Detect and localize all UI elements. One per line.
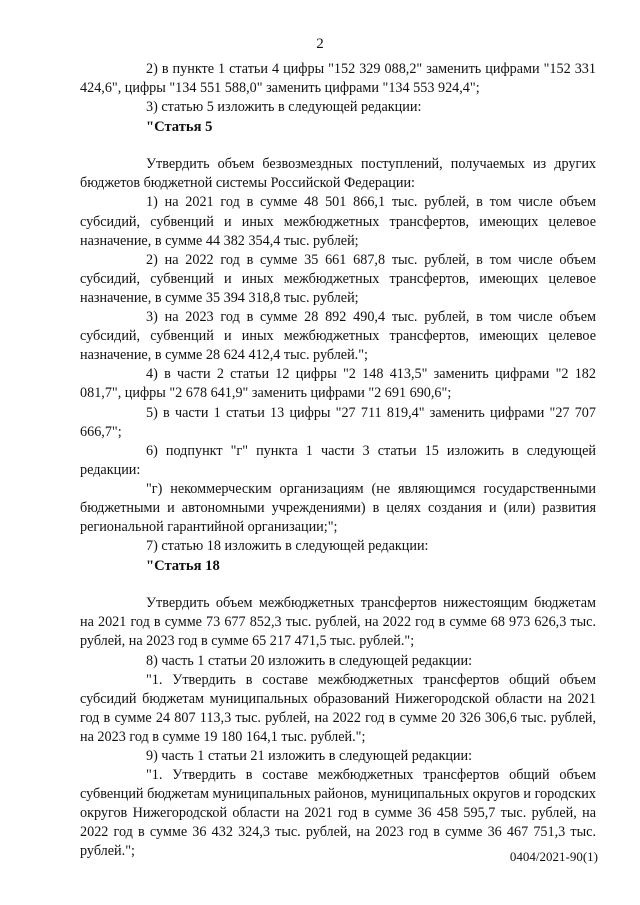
spacer: [80, 137, 596, 155]
paragraph-item-5: 5) в части 1 статьи 13 цифры "27 711 819,4" заменить цифрами "27 707 666,7";: [80, 404, 596, 440]
paragraph-2023: 3) на 2023 год в сумме 28 892 490,4 тыс. рублей, в том числе объем субсидий, субвенций и иных межбюджетных трансфертов, имеющих целевое назначение, в сумме 28 624 412,4 тыс. рублей.";: [80, 309, 596, 364]
paragraph-item-8: 8) часть 1 статьи 20 изложить в следующей редакции:: [146, 652, 473, 669]
paragraph-2022: 2) на 2022 год в сумме 35 661 687,8 тыс. рублей, в том числе объем субсидий, субвенций и иных межбюджетных трансфертов, имеющих целевое назначение, в сумме 35 394 318,8 тыс. рублей;: [80, 251, 596, 306]
paragraph-article-18-text: Утвердить объем межбюджетных трансфертов нижестоящим бюджетам на 2021 год в сумме 73 677 852,3 тыс. рублей, на 2022 год в сумме 68 973 626,3 тыс. рублей, на 2023 год в сумме 65 217 471,5 тыс. рублей.";: [80, 595, 596, 650]
article-18-heading: "Статья 18: [146, 558, 220, 575]
paragraph-2021: 1) на 2021 год в сумме 48 501 866,1 тыс. рублей, в том числе объем субсидий, субвенций и иных межбюджетных трансфертов, имеющих целевое назначение, в сумме 44 382 354,4 тыс. рублей;: [80, 194, 596, 249]
paragraph-item-2: 2) в пункте 1 статьи 4 цифры "152 329 088,2" заменить цифрами "152 331 424,6", цифры "134 551 588,0" заменить цифрами "134 553 924,4";: [80, 61, 596, 97]
paragraph-item-9: 9) часть 1 статьи 21 изложить в следующей редакции:: [146, 748, 473, 764]
article-5-heading: "Статья 5: [146, 119, 213, 136]
paragraph-article-21-text: "1. Утвердить в составе межбюджетных трансфертов общий объем субвенций бюджетам муниципальных районов, муниципальных округов и городских округов Нижегородской области на 2021 год в сумме 36 458 595,7 тыс. рублей, на 2022 год в сумме 36 432 324,3 тыс. рублей, на 2023 год в сумме 36 467 751,3 тыс. рублей.";: [80, 767, 596, 860]
document-code: 0404/2021-90(1): [509, 849, 598, 864]
document-body: [80, 60, 596, 862]
paragraph-article-20-text: "1. Утвердить в составе межбюджетных трансфертов общий объем субсидий бюджетам муниципальных образований Нижегородской области на 2021 год в сумме 24 807 113,3 тыс. рублей, на 2022 год в сумме 20 326 306,6 тыс. рублей, на 2023 год в сумме 19 180 164,1 тыс. рублей.";: [80, 671, 596, 745]
paragraph-item-4: 4) в части 2 статьи 12 цифры "2 148 413,5" заменить цифрами "2 182 081,7", цифры "2 678 641,9" заменить цифрами "2 691 690,6";: [80, 366, 596, 402]
paragraph-item-3: 3) статью 5 изложить в следующей редакции:: [146, 99, 422, 116]
paragraph-article-5-intro: Утвердить объем безвозмездных поступлений, получаемых из других бюджетов бюджетной системы Российской Федерации:: [80, 156, 596, 192]
paragraph-item-6: 6) подпункт "г" пункта 1 части 3 статьи 15 изложить в следующей редакции:: [80, 442, 596, 478]
spacer: [80, 576, 596, 594]
paragraph-subitem-g: "г) некоммерческим организациям (не являющимся государственными бюджетными и автономными учреждениями) в целях создания и (или) развития региональной гарантийной организации;";: [80, 480, 596, 536]
paragraph-item-7: 7) статью 18 изложить в следующей редакции:: [146, 538, 429, 555]
page-number: 2: [316, 36, 324, 52]
